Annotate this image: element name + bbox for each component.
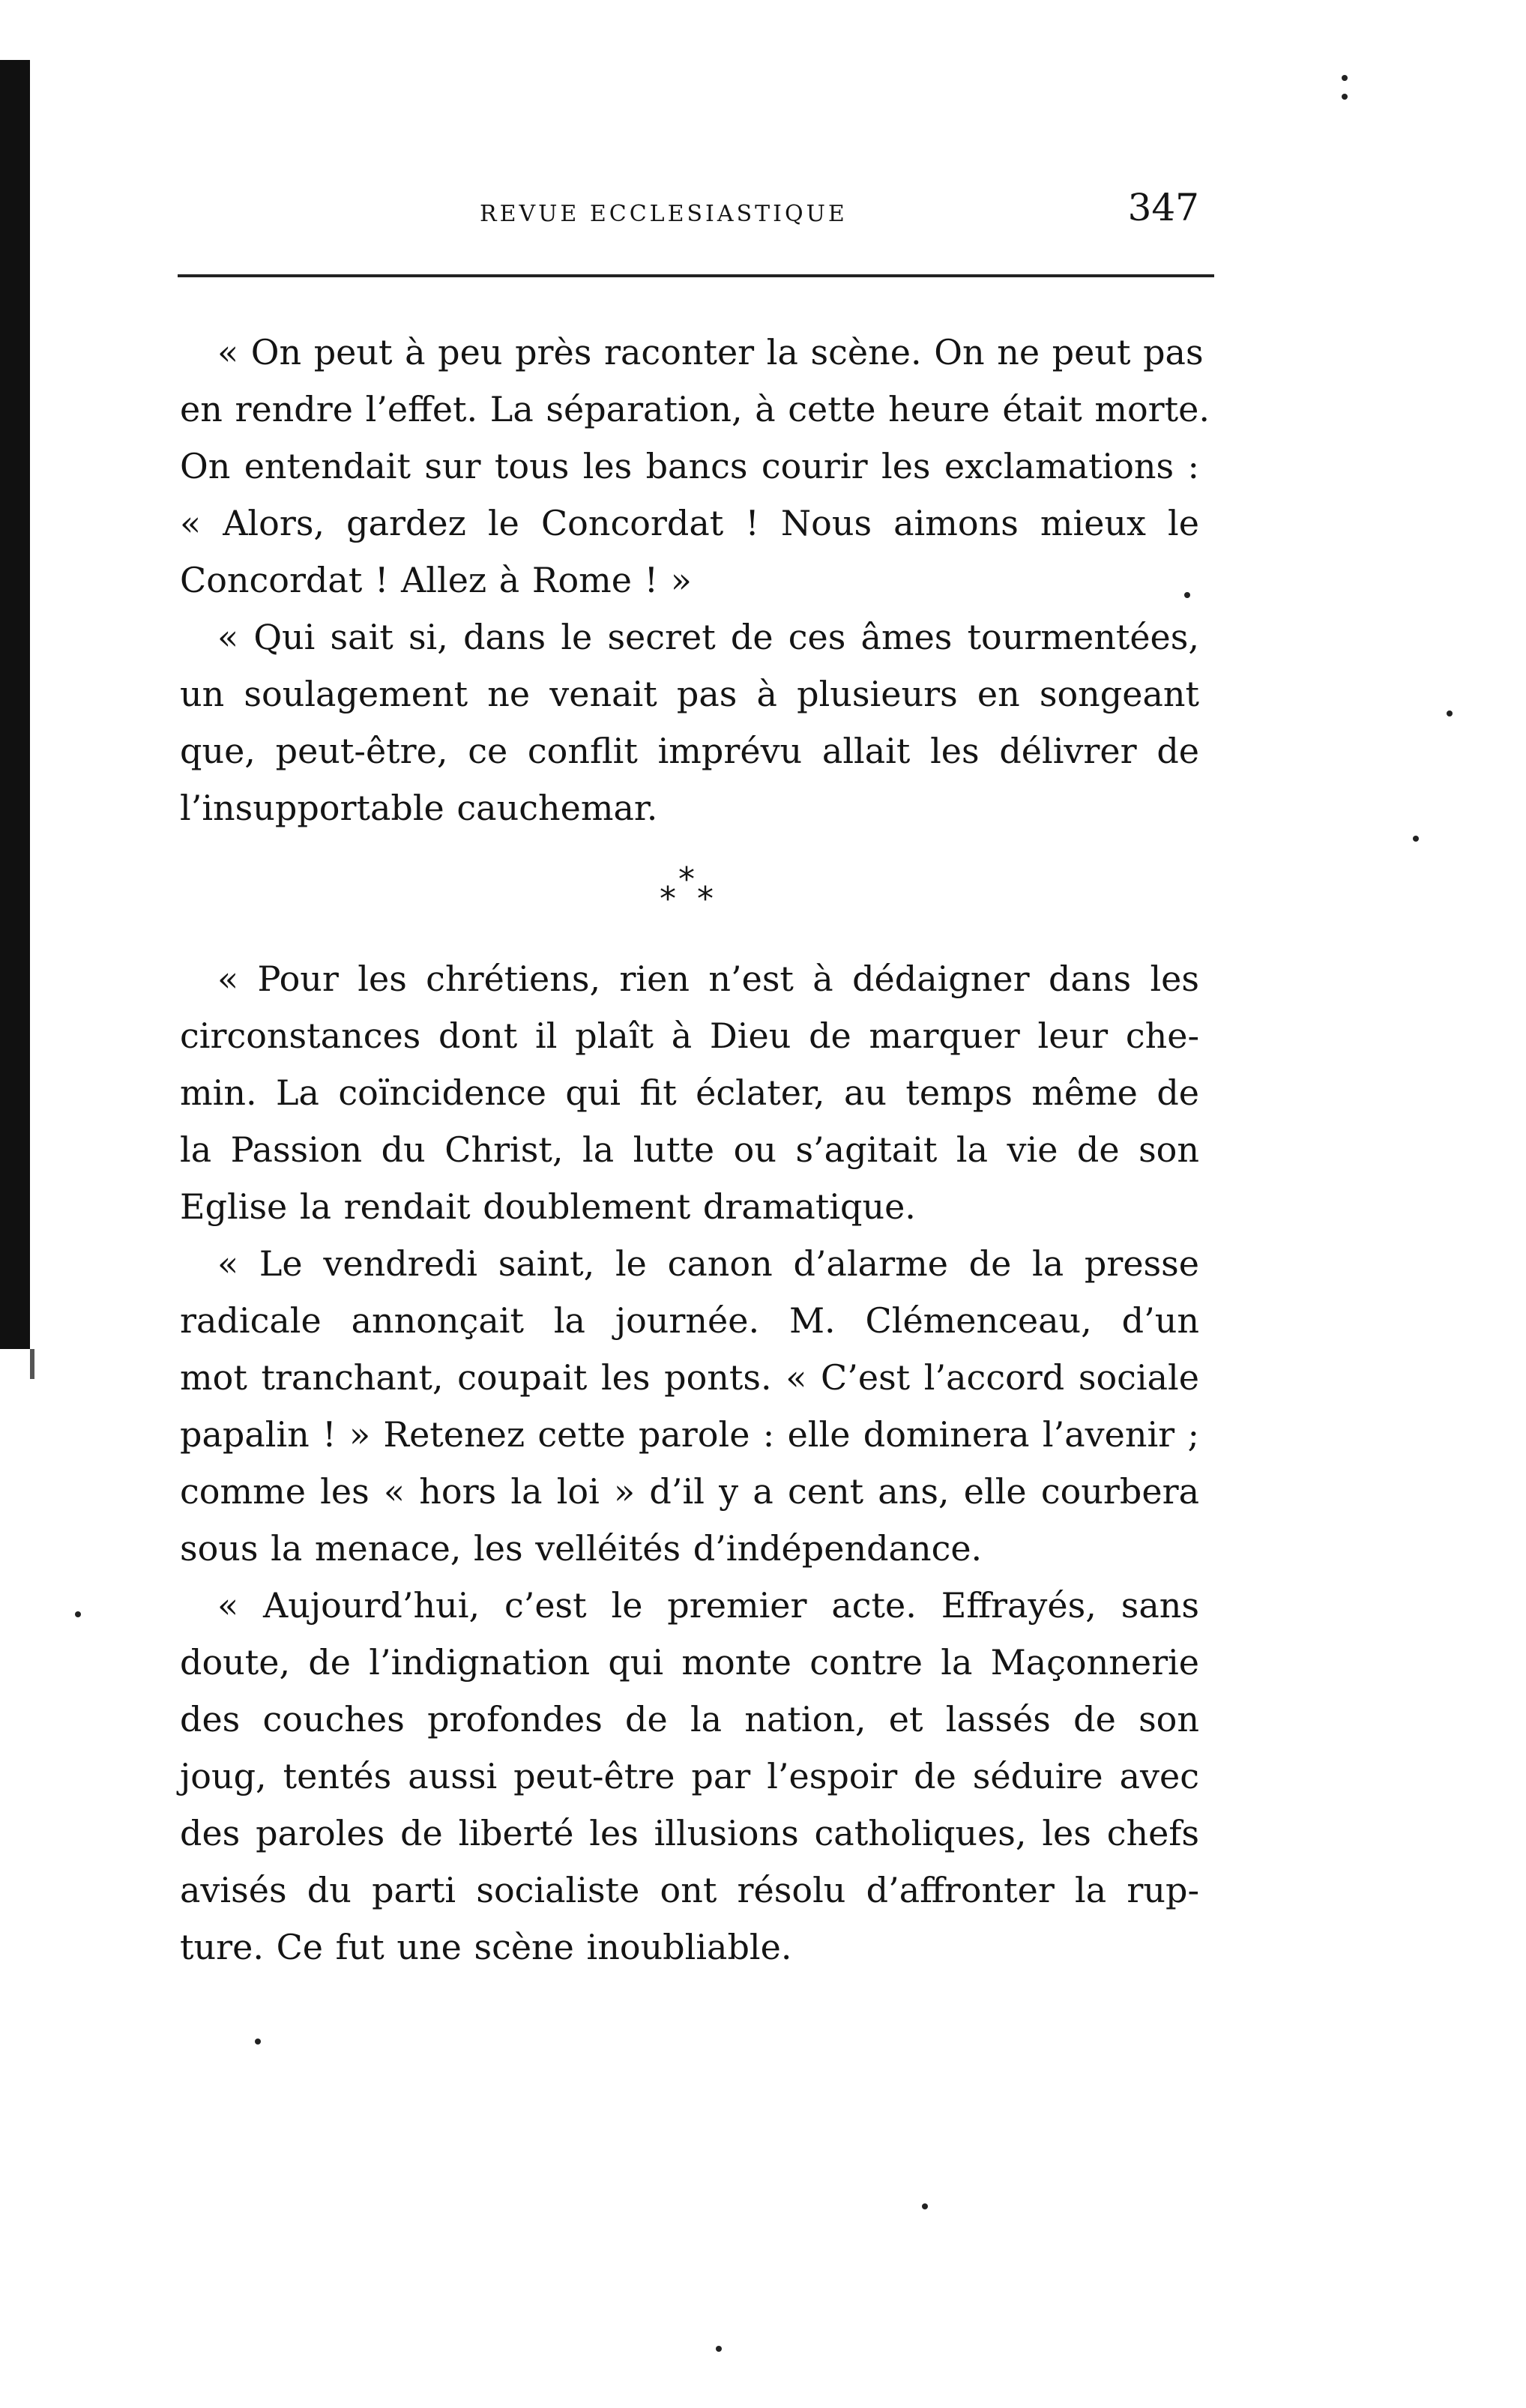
scan-speck bbox=[255, 2039, 261, 2045]
header-rule bbox=[178, 274, 1214, 277]
asterism-star-left: * bbox=[660, 880, 676, 918]
text-line: sous la menace, les velléités d’indépendance. bbox=[180, 1528, 983, 1569]
running-title: REVUE ECCLESIASTIQUE bbox=[480, 201, 848, 227]
text-line: doute, de l’indignation qui monte contre la Maçonnerie bbox=[180, 1642, 1199, 1683]
scan-speck bbox=[922, 2203, 928, 2209]
text-line: Eglise la rendait doublement dramatique. bbox=[180, 1186, 916, 1227]
text-line: « Alors, gardez le Concordat ! Nous aimons mieux le bbox=[180, 503, 1199, 543]
scan-speck bbox=[75, 1611, 81, 1617]
text-line: la Passion du Christ, la lutte ou s’agitait la vie de son bbox=[180, 1129, 1199, 1170]
text-line: des couches profondes de la nation, et lassés de son bbox=[180, 1699, 1199, 1739]
text-line: ture. Ce fut une scène inoubliable. bbox=[180, 1927, 792, 1967]
text-line: comme les « hors la loi » d’il y a cent ans, elle courbera bbox=[180, 1471, 1199, 1512]
text-line: avisés du parti socialiste ont résolu d’affronter la rup- bbox=[180, 1870, 1199, 1910]
scan-edge-shadow-tail bbox=[30, 1349, 34, 1379]
asterism-star-right: * bbox=[697, 880, 714, 918]
page-number: 347 bbox=[1127, 186, 1199, 229]
scan-speck bbox=[1342, 75, 1348, 81]
text-line: circonstances dont il plaît à Dieu de marquer leur che- bbox=[180, 1016, 1199, 1056]
asterism-star-top: * bbox=[678, 860, 695, 899]
text-line: « Le vendredi saint, le canon d’alarme de la presse bbox=[217, 1243, 1199, 1284]
text-line: joug, tentés aussi peut-être par l’espoir de séduire avec bbox=[180, 1756, 1199, 1796]
text-line: mot tranchant, coupait les ponts. « C’est l’accord sociale bbox=[180, 1357, 1199, 1398]
page-header bbox=[180, 178, 1214, 238]
scan-speck bbox=[1413, 836, 1419, 842]
text-line: l’insupportable cauchemar. bbox=[180, 788, 658, 828]
text-line: un soulagement ne venait pas à plusieurs en songeant bbox=[180, 674, 1199, 714]
section-separator-asterism bbox=[180, 836, 1199, 950]
text-line: « Aujourd’hui, c’est le premier acte. Effrayés, sans bbox=[217, 1585, 1199, 1626]
scan-edge-shadow bbox=[0, 60, 30, 1349]
scan-speck bbox=[1342, 94, 1348, 100]
text-line: papalin ! » Retenez cette parole : elle dominera l’avenir ; bbox=[180, 1414, 1199, 1455]
text-line: « Qui sait si, dans le secret de ces âmes tourmentées, bbox=[217, 617, 1199, 657]
text-line: min. La coïncidence qui fit éclater, au temps même de bbox=[180, 1072, 1199, 1113]
text-line: Concordat ! Allez à Rome ! » bbox=[180, 560, 692, 600]
scan-speck bbox=[716, 2346, 722, 2352]
text-line: On entendait sur tous les bancs courir les exclamations : bbox=[180, 446, 1199, 486]
text-line: radicale annonçait la journée. M. Clémenceau, d’un bbox=[180, 1300, 1199, 1341]
text-line: « On peut à peu près raconter la scène. On ne peut pas bbox=[217, 332, 1204, 372]
text-line: des paroles de liberté les illusions catholiques, les chefs bbox=[180, 1813, 1199, 1853]
text-line: que, peut-être, ce conflit imprévu allait les délivrer de bbox=[180, 731, 1199, 771]
scan-speck bbox=[1184, 592, 1190, 598]
text-line: en rendre l’effet. La séparation, à cette heure était morte. bbox=[180, 389, 1210, 429]
text-line: « Pour les chrétiens, rien n’est à dédaigner dans les bbox=[217, 959, 1199, 999]
scan-speck bbox=[1447, 710, 1453, 716]
body-text bbox=[180, 324, 1210, 1976]
